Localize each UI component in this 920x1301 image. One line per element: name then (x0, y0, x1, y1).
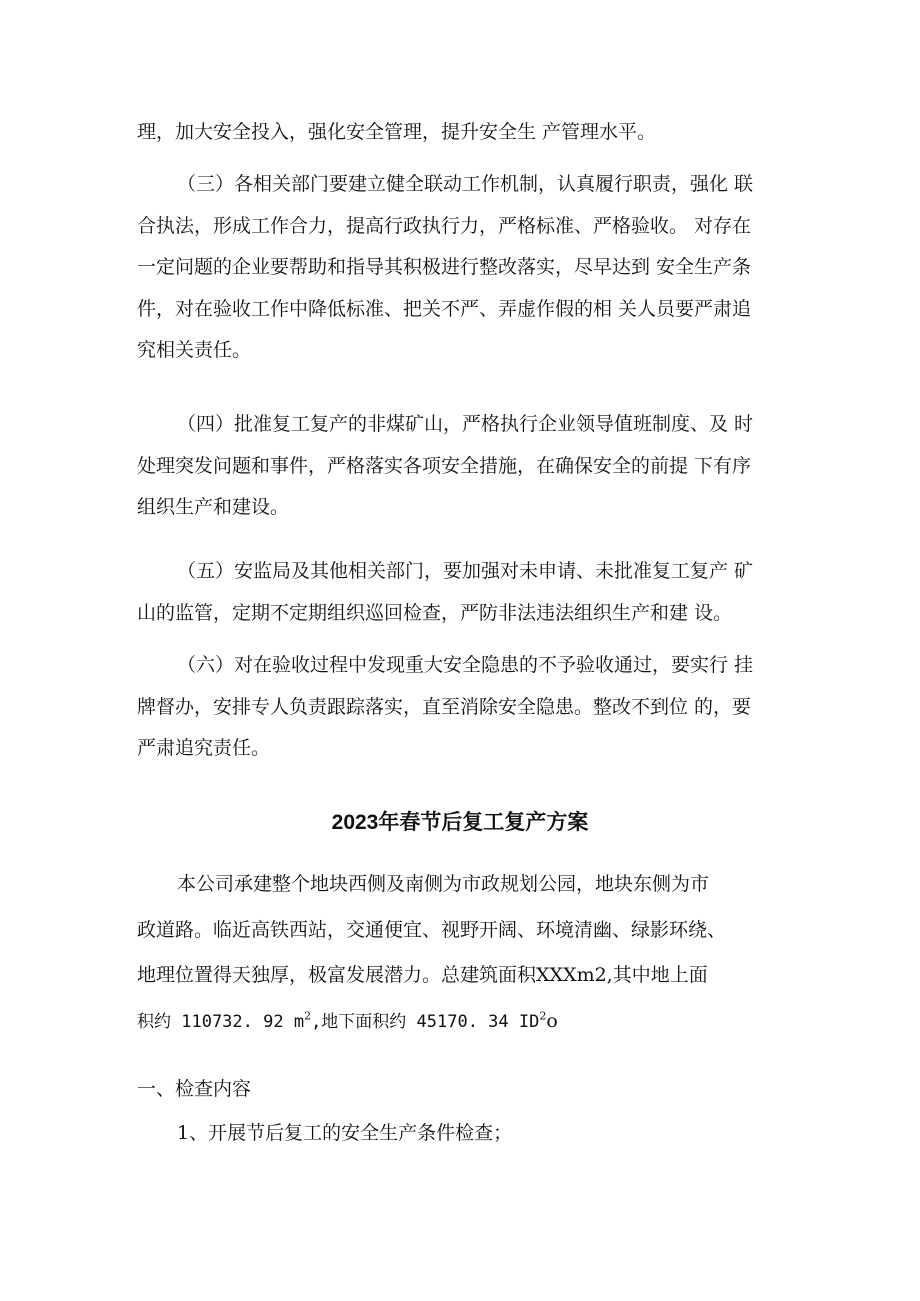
text-line: 山的监管，定期不定期组织巡回检查，严防非法违法组织生产和建 设。 (137, 601, 733, 624)
text-line: 件，对在验收工作中降低标准、把关不严、弄虚作假的相 关人员要严肃追 (137, 297, 752, 320)
text-line: 本公司承建整个地块西侧及南侧为市政规划公园，地块东侧为市 (177, 873, 710, 895)
text-line: （四）批准复工复产的非煤矿山，严格执行企业领导值班制度、及 时 (177, 413, 754, 435)
superscript: 2 (539, 1009, 547, 1023)
text-line: 严肃追究责任。 (137, 737, 271, 759)
paragraph-item-3 (137, 164, 797, 372)
text-line: 合执法，形成工作合力，提高行政执行力，严格标准、严格验收。 对存在 (137, 214, 752, 237)
text-line: （六）对在验收过程中发现重大安全隐患的不予验收通过，要实行 挂 (177, 654, 754, 676)
intro-paragraph (137, 862, 817, 1045)
document-title: 2023年春节后复工复产方案 (331, 811, 589, 834)
section-heading: 一、检查内容 (137, 1078, 252, 1100)
area-text-a: 积约 110732. 92 m (137, 1011, 305, 1032)
text-line-area (137, 999, 817, 1046)
superscript: 2 (304, 1009, 312, 1023)
text-line: 处理突发问题和事件，严格落实各项安全措施，在确保安全的前提 下有序 (137, 454, 752, 477)
list-item: 1、开展节后复工的安全生产条件检查； (177, 1122, 513, 1144)
area-text-c: o (546, 1009, 558, 1032)
text-line: 理，加大安全投入，强化安全管理，提升安全生 产管理水平。 (137, 121, 657, 143)
text-line: 政道路。临近高铁西站，交通便宜、视野开阔、环境清幽、绿影环绕、 (137, 918, 727, 941)
text-line: （三）各相关部门要建立健全联动工作机制，认真履行职责，强化 联 (177, 173, 754, 195)
area-text-b: ,地下面积约 45170. 34 ID (311, 1011, 540, 1032)
text-line: 牌督办，安排专人负责跟踪落实，直至消除安全隐患。整改不到位 的，要 (137, 695, 752, 718)
text-line: 一定问题的企业要帮助和指导其积极进行整改落实，尽早达到 安全生产条 (137, 256, 752, 278)
text-line: 地理位置得天独厚，极富发展潜力。总建筑面积XXXm2,其中地上面 (137, 964, 708, 986)
text-line: （五）安监局及其他相关部门，要加强对未申请、未批准复工复产 矿 (177, 560, 754, 582)
paragraph-item-6 (137, 645, 797, 770)
paragraph-item-4 (137, 404, 797, 529)
paragraph-continuation (137, 112, 797, 154)
text-line: 组织生产和建设。 (137, 496, 290, 518)
paragraph-item-5 (137, 551, 797, 634)
text-line: 究相关责任。 (137, 339, 252, 361)
